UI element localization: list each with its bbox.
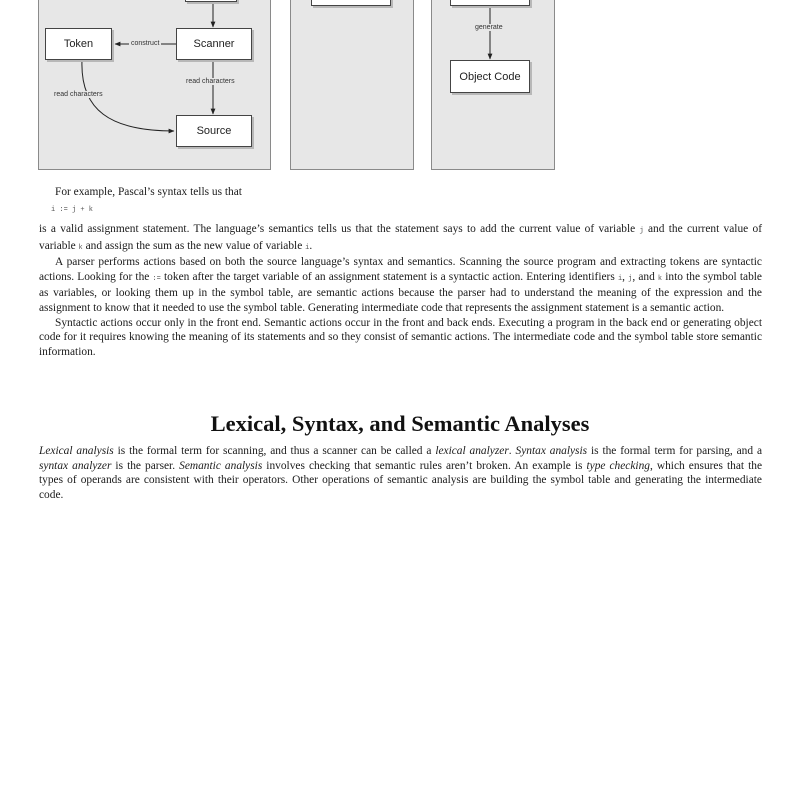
diagram-node-token: Token (45, 28, 112, 60)
edge-label-read-characters-token: read characters (54, 91, 103, 98)
body-paragraphs (39, 222, 762, 359)
diagram-node-parser-partial (185, 0, 237, 2)
edge-label-construct: construct (131, 40, 160, 47)
section-paragraph (39, 444, 762, 502)
section-paragraph-text (39, 444, 762, 502)
section-text-run: is the formal term for parsing, and a (587, 445, 763, 457)
diagram-node-object-code: Object Code (450, 60, 530, 93)
paragraph-2: A parser performs actions based on both the source language’s syntax and semantics. Scanning the source program and extracting tokens are syntactic actions. Looking for the := token after the target variable of an assignment statement is a syntactic action. Entering identifiers i, j, and k into the symbol table as variables, or looking them up in the symbol table, are semantic actions because the parser had to understand the meaning of the expression and the assignment to know that it needed to use the symbol table. Generating intermediate code that represents the assignment statement is a semantic action. (39, 256, 762, 314)
term-italic: lexical analyzer (435, 445, 509, 457)
diagram-arrows (0, 0, 800, 180)
term-italic: Syntax analysis (515, 445, 588, 457)
term-italic: Lexical analysis (39, 445, 114, 457)
section-text-run: , which ensures that the types of operands are consistent with their operators. Other operations of semantic analysis are building the symbol table and generating the intermediate code. (39, 459, 763, 501)
term-italic: syntax analyzer (39, 459, 112, 472)
intro-text: For example, Pascal’s syntax tells us that (55, 186, 242, 198)
edge-label-generate: generate (475, 24, 503, 31)
section-text-run: involves checking that semantic rules aren’t broken. An example is (262, 459, 587, 472)
section-text-run: is the formal term for scanning, and thus a scanner can be called a (113, 445, 436, 457)
paragraph-1: is a valid assignment statement. The language’s semantics tells us that the statement says to add the current value of variable j and the current value of variable k and assign the sum as the new value of variable i. (39, 223, 763, 252)
term-italic: type checking (586, 459, 650, 472)
diagram-node-middle-partial (311, 0, 391, 6)
section-text-run: is the parser. (111, 459, 180, 472)
paragraph-3: Syntactic actions occur only in the front end. Semantic actions occur in the front and back ends. Executing a program in the back end or generating object code for it requires knowing the meaning of its statements and so they consist of semantic actions. The intermediate code and the symbol table store semantic information. (39, 316, 762, 358)
term-italic: Semantic analysis (179, 459, 263, 472)
edge-label-read-characters-scanner: read characters (186, 78, 235, 85)
section-heading: Lexical, Syntax, and Semantic Analyses (210, 411, 590, 436)
diagram-node-source: Source (176, 115, 252, 147)
section-text-run: . (508, 445, 516, 457)
code-example: i := j + k (51, 206, 94, 214)
diagram-node-codegen-partial (450, 0, 530, 6)
diagram-node-scanner: Scanner (176, 28, 252, 60)
